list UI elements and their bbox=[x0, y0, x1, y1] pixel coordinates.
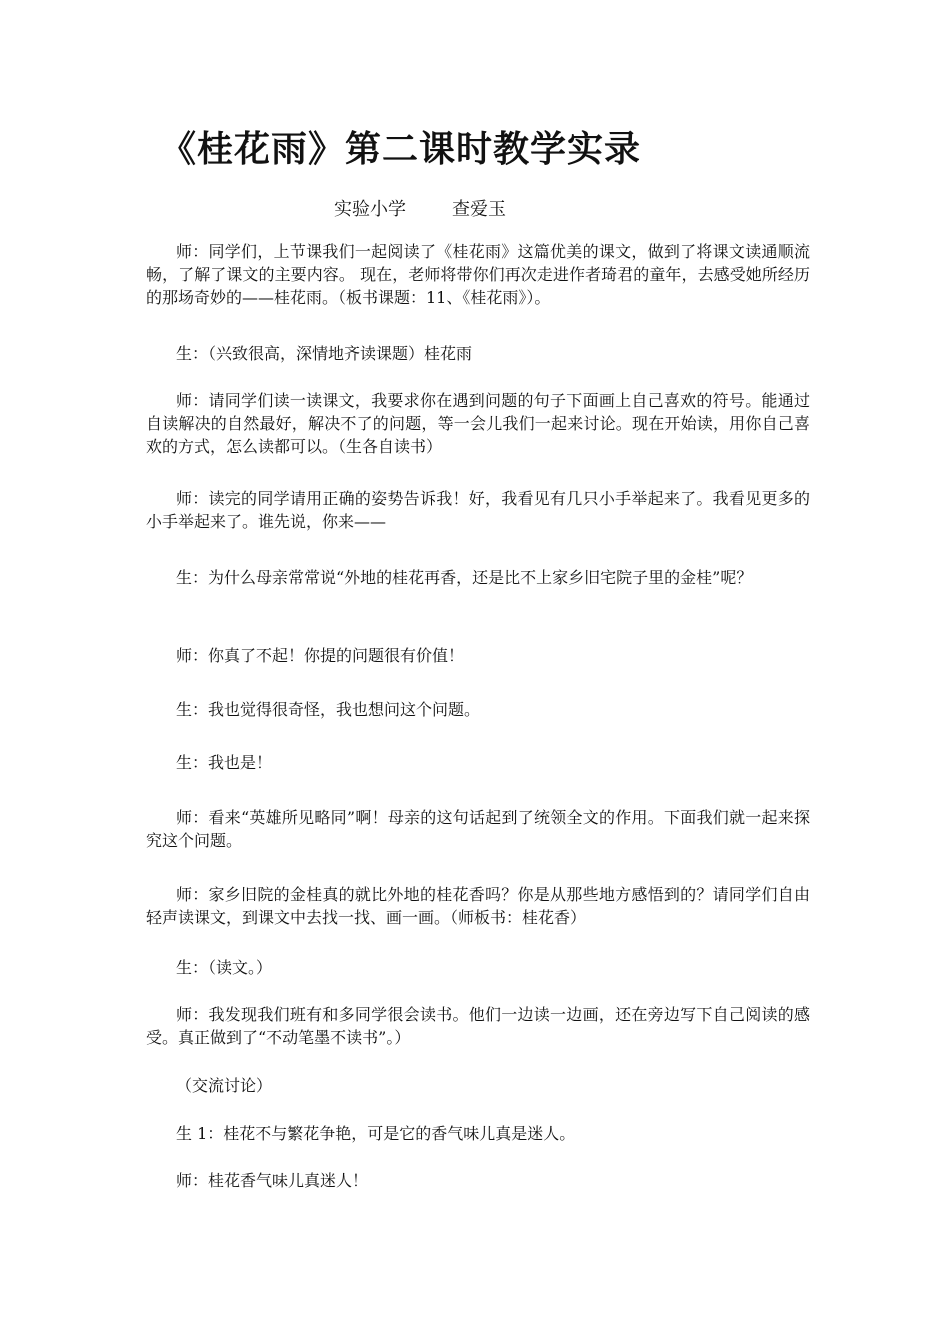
document-title: 《桂花雨》第二课时教学实录 bbox=[160, 129, 642, 170]
school-name: 实验小学 bbox=[334, 199, 406, 220]
paragraph-12: 师：我发现我们班有和多同学很会读书。他们一边读一边画，还在旁边写下自己阅读的感受。真正做到了“不动笔墨不读书”。） bbox=[146, 1005, 810, 1047]
paragraph-11: 生：（读文。） bbox=[176, 958, 273, 977]
paragraph-8: 生：我也是！ bbox=[176, 753, 273, 772]
paragraph-7: 生：我也觉得很奇怪，我也想问这个问题。 bbox=[176, 700, 481, 719]
paragraph-10: 师：家乡旧院的金桂真的就比外地的桂花香吗？你是从那些地方感悟到的？请同学们自由轻声读课文，到课文中去找一找、画一画。（师板书：桂花香） bbox=[146, 885, 810, 927]
byline bbox=[334, 197, 506, 223]
paragraph-5: 生：为什么母亲常常说“外地的桂花再香，还是比不上家乡旧宅院子里的金桂”呢？ bbox=[176, 568, 753, 587]
author-name: 查爱玉 bbox=[452, 199, 506, 220]
paragraph-1: 师：同学们，上节课我们一起阅读了《桂花雨》这篇优美的课文，做到了将课文读通顺流畅，了解了课文的主要内容。 现在，老师将带你们再次走进作者琦君的童年，去感受她所经历的那场奇妙的——桂花雨。（板书课题：11、《桂花雨》）。 bbox=[146, 242, 810, 307]
paragraph-15: 师：桂花香气味儿真迷人！ bbox=[176, 1171, 369, 1190]
paragraph-4: 师：读完的同学请用正确的姿势告诉我！好，我看见有几只小手举起来了。我看见更多的小手举起来了。谁先说，你来—— bbox=[146, 489, 810, 531]
paragraph-9: 师：看来“英雄所见略同”啊！母亲的这句话起到了统领全文的作用。下面我们就一起来探究这个问题。 bbox=[146, 808, 810, 850]
paragraph-6: 师：你真了不起！你提的问题很有价值！ bbox=[176, 646, 465, 665]
paragraph-3: 师：请同学们读一读课文，我要求你在遇到问题的句子下面画上自己喜欢的符号。能通过自读解决的自然最好，解决不了的问题，等一会儿我们一起来讨论。现在开始读，用你自己喜欢的方式，怎么读都可以。（生各自读书） bbox=[146, 391, 810, 456]
paragraph-14: 生 1：桂花不与繁花争艳，可是它的香气味儿真是迷人。 bbox=[176, 1124, 576, 1143]
paragraph-2: 生：（兴致很高，深情地齐读课题）桂花雨 bbox=[176, 344, 473, 363]
paragraph-13: （交流讨论） bbox=[176, 1076, 273, 1095]
